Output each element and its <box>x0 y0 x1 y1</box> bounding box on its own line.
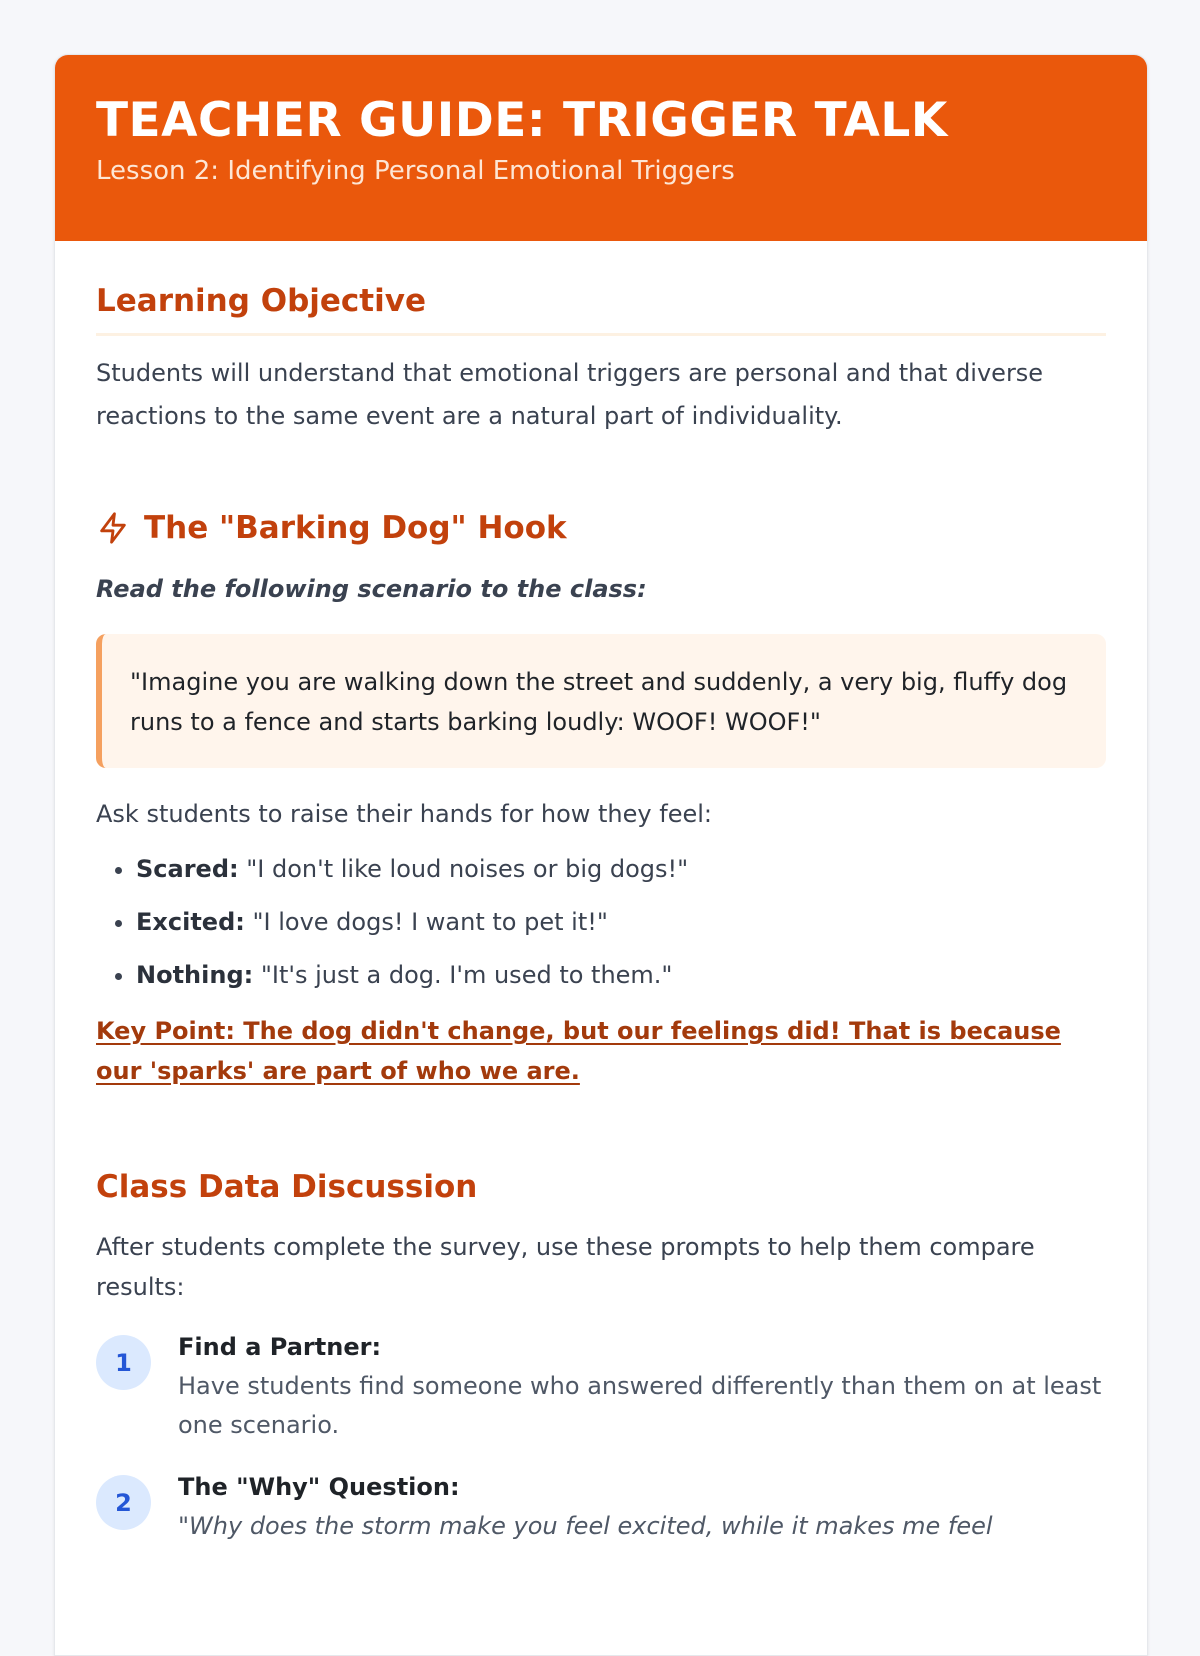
hook-heading <box>96 508 1106 548</box>
key-point-text: Key Point: The dog didn't change, but our feelings did! That is because our 'sparks' are part of who we are. <box>96 1017 1061 1085</box>
reaction-text: "I don't like loud noises or big dogs!" <box>238 855 689 883</box>
list-item <box>96 1327 1106 1445</box>
reaction-label: Scared: <box>136 855 239 883</box>
reaction-label: Excited: <box>136 908 245 936</box>
prompt-content <box>178 1327 1106 1445</box>
prompt-title: Find a Partner: <box>178 1333 382 1361</box>
reaction-list <box>96 852 1106 992</box>
hook-heading-text: The "Barking Dog" Hook <box>144 510 567 546</box>
list-item <box>136 905 1106 939</box>
prompt-number-badge: 2 <box>96 1475 151 1530</box>
scenario-quote: "Imagine you are walking down the street and suddenly, a very big, fluffy dog runs to a fence and starts barking loudly: WOOF! WOOF!" <box>96 634 1106 768</box>
ask-students-text: Ask students to raise their hands for how they feel: <box>96 800 712 828</box>
teacher-guide-card <box>54 54 1148 1656</box>
discussion-intro: After students complete the survey, use these prompts to help them compare results: <box>96 1233 1035 1301</box>
reaction-text: "It's just a dog. I'm used to them." <box>253 961 673 989</box>
guide-title: TEACHER GUIDE: TRIGGER TALK <box>96 93 948 148</box>
discussion-prompts <box>96 1327 1106 1546</box>
prompt-content <box>178 1467 993 1546</box>
list-item <box>136 852 1106 886</box>
list-item <box>96 1467 1106 1546</box>
prompt-title: The "Why" Question: <box>178 1473 460 1501</box>
list-item <box>136 958 1106 992</box>
hook-instruction: Read the following scenario to the class: <box>96 575 647 603</box>
reaction-label: Nothing: <box>136 961 254 989</box>
prompt-text: "Why does the storm make you feel excited, while it makes me feel <box>178 1512 993 1540</box>
guide-body <box>55 241 1147 1546</box>
guide-subtitle: Lesson 2: Identifying Personal Emotional Triggers <box>96 156 735 186</box>
prompt-number-badge: 1 <box>96 1335 151 1390</box>
learning-objective-text: Students will understand that emotional triggers are personal and that diverse reactions to the same event are a natural part of individuality. <box>96 359 1044 430</box>
guide-header <box>55 55 1147 241</box>
class-data-discussion-heading: Class Data Discussion <box>96 1169 478 1205</box>
prompt-text: Have students find someone who answered differently than them on at least one scenario. <box>178 1372 1102 1439</box>
reaction-text: "I love dogs! I want to pet it!" <box>244 908 608 936</box>
lightning-bolt-icon <box>96 511 130 545</box>
learning-objective-heading: Learning Objective <box>96 281 1106 336</box>
